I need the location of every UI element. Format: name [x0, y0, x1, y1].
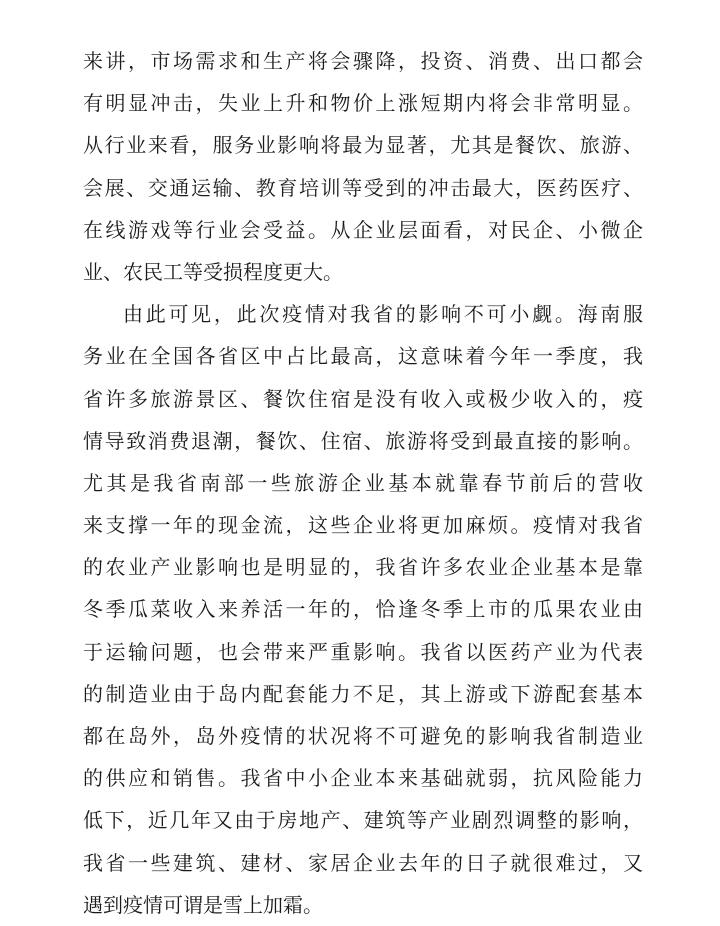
paragraph-2-line-3: 省许多旅游景区、餐饮住宿是没有收入或极少收入的，疫 [83, 386, 643, 411]
paragraph-1-line-6: 业、农民工等受损程度更大。 [83, 259, 343, 284]
paragraph-2-line-2: 务业在全国各省区中占比最高，这意味着今年一季度，我 [83, 344, 643, 369]
paragraph-2-line-11: 都在岛外，岛外疫情的状况将不可避免的影响我省制造业 [83, 724, 643, 748]
paragraph-2-line-15: 遇到疫情可谓是雪上加霜。 [83, 892, 323, 917]
paragraph-2-line-7: 的农业产业影响也是明显的，我省许多农业企业基本是靠 [83, 555, 643, 580]
paragraph-1-line-4: 会展、交通运输、教育培训等受到的冲击最大，医药医疗、 [83, 175, 643, 200]
paragraph-2-line-12: 的供应和销售。我省中小企业本来基础就弱，抗风险能力 [83, 766, 643, 791]
paragraph-2-line-8: 冬季瓜菜收入来养活一年的，恰逢冬季上市的瓜果农业由 [83, 597, 643, 622]
paragraph-1-line-2: 有明显冲击，失业上升和物价上涨短期内将会非常明显。 [83, 91, 643, 116]
paragraph-2-line-4: 情导致消费退潮，餐饮、住宿、旅游将受到最直接的影响。 [83, 428, 643, 453]
paragraph-1-line-1: 来讲，市场需求和生产将会骤降，投资、消费、出口都会 [83, 49, 643, 73]
paragraph-2-line-5: 尤其是我省南部一些旅游企业基本就靠春节前后的营收 [83, 470, 643, 495]
paragraph-2 [83, 293, 643, 926]
paragraph-2-line-1: 由此可见，此次疫情对我省的影响不可小觑。海南服 [123, 302, 643, 327]
paragraph-2-line-10: 的制造业由于岛内配套能力不足，其上游或下游配套基本 [83, 681, 643, 706]
paragraph-2-line-9: 于运输问题，也会带来严重影响。我省以医药产业为代表 [83, 639, 643, 664]
paragraph-1-line-3: 从行业来看，服务业影响将最为显著，尤其是餐饮、旅游、 [83, 133, 643, 158]
paragraph-1-line-5: 在线游戏等行业会受益。从企业层面看，对民企、小微企 [83, 217, 643, 242]
paragraph-2-line-13: 低下，近几年又由于房地产、建筑等产业剧烈调整的影响， [83, 808, 643, 833]
paragraph-2-line-6: 来支撑一年的现金流，这些企业将更加麻烦。疫情对我省 [83, 513, 643, 538]
paragraph-2-line-14: 我省一些建筑、建材、家居企业去年的日子就很难过，又 [83, 850, 643, 875]
document-body [83, 40, 643, 926]
paragraph-1 [83, 40, 643, 293]
